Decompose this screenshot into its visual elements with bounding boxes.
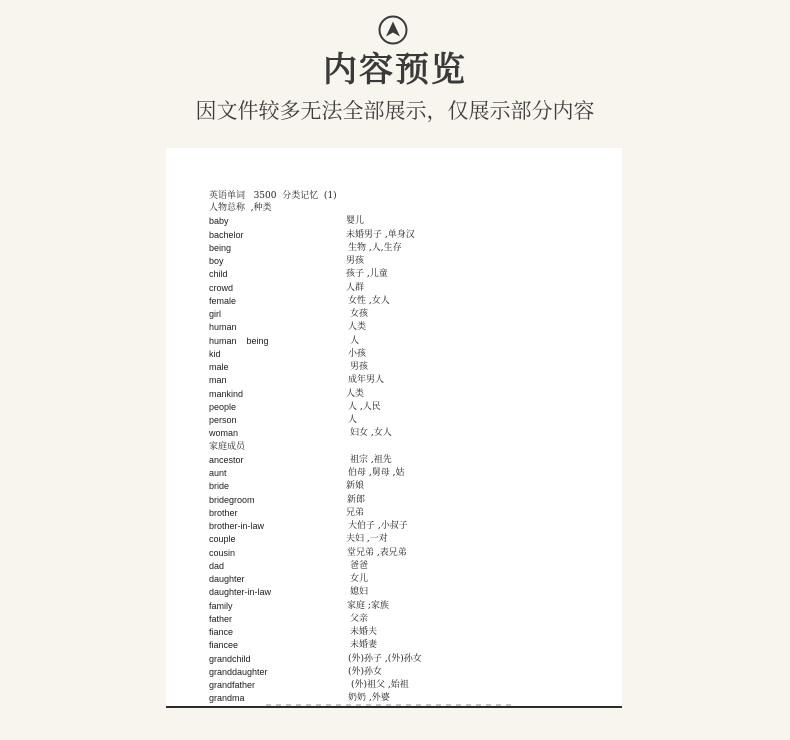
word-row [166, 427, 622, 440]
word-row [166, 401, 622, 414]
word-row [166, 613, 622, 626]
chinese-meaning: (外)孙子 ,(外)孙女 [348, 653, 422, 664]
page-title: 内容预览 [323, 50, 467, 90]
word-row [166, 679, 622, 692]
chinese-meaning: 未婚男子 ,单身汉 [346, 229, 415, 240]
english-word: ancestor [209, 454, 244, 465]
section-heading: 家庭成员 [209, 441, 246, 452]
word-row [166, 547, 622, 560]
chinese-meaning: 大伯子 ,小叔子 [348, 521, 408, 531]
english-word: brother [209, 507, 238, 518]
word-row [166, 480, 622, 493]
chinese-meaning: 兄弟 [346, 507, 365, 518]
english-word: grandma [209, 693, 245, 704]
word-row [166, 348, 622, 361]
document-title: 英语单词 3500 分类记忆 (1) [209, 191, 337, 201]
chinese-meaning: 人 ,人民 [348, 401, 381, 412]
english-word: human being [209, 335, 269, 346]
chinese-meaning: 女儿 [350, 574, 369, 584]
word-row [166, 573, 622, 586]
word-row [166, 560, 622, 573]
chinese-meaning: 男孩 [350, 362, 369, 372]
english-word: human [209, 322, 237, 333]
word-row [166, 520, 622, 533]
english-word: baby [209, 216, 229, 227]
chinese-meaning: 人类 [346, 388, 365, 399]
english-word: crowd [209, 282, 234, 293]
english-word: woman [209, 428, 239, 439]
english-word: person [209, 415, 237, 425]
chinese-meaning: (外)孙女 [348, 666, 383, 677]
word-row [166, 242, 622, 255]
english-word: mankind [209, 388, 244, 399]
english-word: aunt [209, 468, 227, 478]
up-arrow-circle-icon [378, 15, 408, 45]
word-row [166, 308, 622, 321]
word-row [166, 388, 622, 401]
chinese-meaning: 人类 [348, 322, 367, 333]
word-row [166, 229, 622, 242]
english-word: bride [209, 481, 230, 492]
word-row [166, 215, 622, 228]
word-list [166, 148, 622, 706]
english-word: man [209, 375, 227, 386]
word-row [166, 600, 622, 613]
section-heading: 人物总称 ,种类 [209, 203, 272, 213]
document-preview [166, 148, 622, 708]
chinese-meaning: 小孩 [348, 348, 367, 359]
word-row [166, 335, 622, 348]
page-subtitle: 因文件较多无法全部展示，仅展示部分内容 [195, 99, 595, 123]
word-row [166, 507, 622, 520]
word-row [166, 295, 622, 308]
word-row [166, 268, 622, 281]
chinese-meaning: 成年男人 [348, 375, 385, 386]
word-row [166, 586, 622, 599]
word-row [166, 626, 622, 639]
word-row [166, 653, 622, 666]
chinese-meaning: 人群 [346, 282, 365, 293]
english-word: kid [209, 348, 221, 359]
word-row [166, 282, 622, 295]
chinese-meaning: 新娘 [346, 481, 365, 492]
chinese-meaning: 孩子 ,儿童 [346, 269, 388, 280]
word-row [166, 361, 622, 374]
word-row [166, 414, 622, 427]
english-word: cousin [209, 547, 236, 558]
chinese-meaning: 媳妇 [350, 587, 369, 598]
word-row [166, 255, 622, 268]
word-row [166, 321, 622, 334]
word-row [166, 666, 622, 679]
english-word: child [209, 269, 228, 280]
english-word: being [209, 242, 232, 253]
chinese-meaning: 女孩 [350, 309, 369, 319]
chinese-meaning: 婴儿 [346, 216, 365, 227]
word-row [166, 494, 622, 507]
english-word: daughter [209, 574, 245, 584]
english-word: bachelor [209, 229, 244, 240]
english-word: granddaughter [209, 666, 268, 677]
chinese-meaning: 妇女 ,女人 [350, 428, 392, 439]
word-row [166, 454, 622, 467]
chinese-meaning: 奶奶 ,外婆 [348, 693, 390, 704]
chinese-meaning: 女性 ,女人 [348, 295, 390, 306]
english-word: fiancee [209, 640, 239, 651]
chinese-meaning: 未婚夫 [350, 627, 378, 637]
english-word: daughter-in-law [209, 587, 272, 598]
word-row [166, 374, 622, 387]
word-row [166, 467, 622, 480]
chinese-meaning: 堂兄弟 ,表兄弟 [347, 547, 407, 558]
chinese-meaning: 未婚妻 [350, 640, 378, 651]
english-word: fiance [209, 627, 234, 637]
english-word: grandchild [209, 653, 251, 664]
english-word: family [209, 600, 233, 611]
chinese-meaning: 新郎 [347, 494, 366, 505]
chinese-meaning: 伯母 ,舅母 ,姑 [348, 468, 405, 478]
english-word: girl [209, 309, 222, 319]
english-word: bridegroom [209, 494, 255, 505]
page-cut-edge [266, 704, 516, 707]
english-word: brother-in-law [209, 521, 265, 531]
chinese-meaning: 家庭 ;家族 [347, 600, 389, 611]
word-row [166, 639, 622, 652]
word-row [166, 533, 622, 546]
chinese-meaning: 夫妇 ,一对 [346, 534, 388, 545]
chinese-meaning: 爸爸 [350, 560, 369, 571]
english-word: dad [209, 560, 225, 571]
english-word: couple [209, 534, 236, 545]
chinese-meaning: 祖宗 ,祖先 [350, 454, 392, 465]
english-word: female [209, 295, 237, 306]
chinese-meaning: 人 [348, 415, 358, 425]
chinese-meaning: 人 [350, 335, 360, 346]
english-word: boy [209, 256, 224, 266]
english-word: grandfather [209, 680, 256, 690]
english-word: father [209, 613, 233, 624]
chinese-meaning: (外)祖父 ,始祖 [351, 680, 409, 690]
chinese-meaning: 男孩 [346, 256, 365, 266]
chinese-meaning: 父亲 [350, 613, 369, 624]
english-word: male [209, 362, 229, 372]
english-word: people [209, 401, 237, 412]
chinese-meaning: 生物 ,人,生存 [348, 242, 402, 253]
